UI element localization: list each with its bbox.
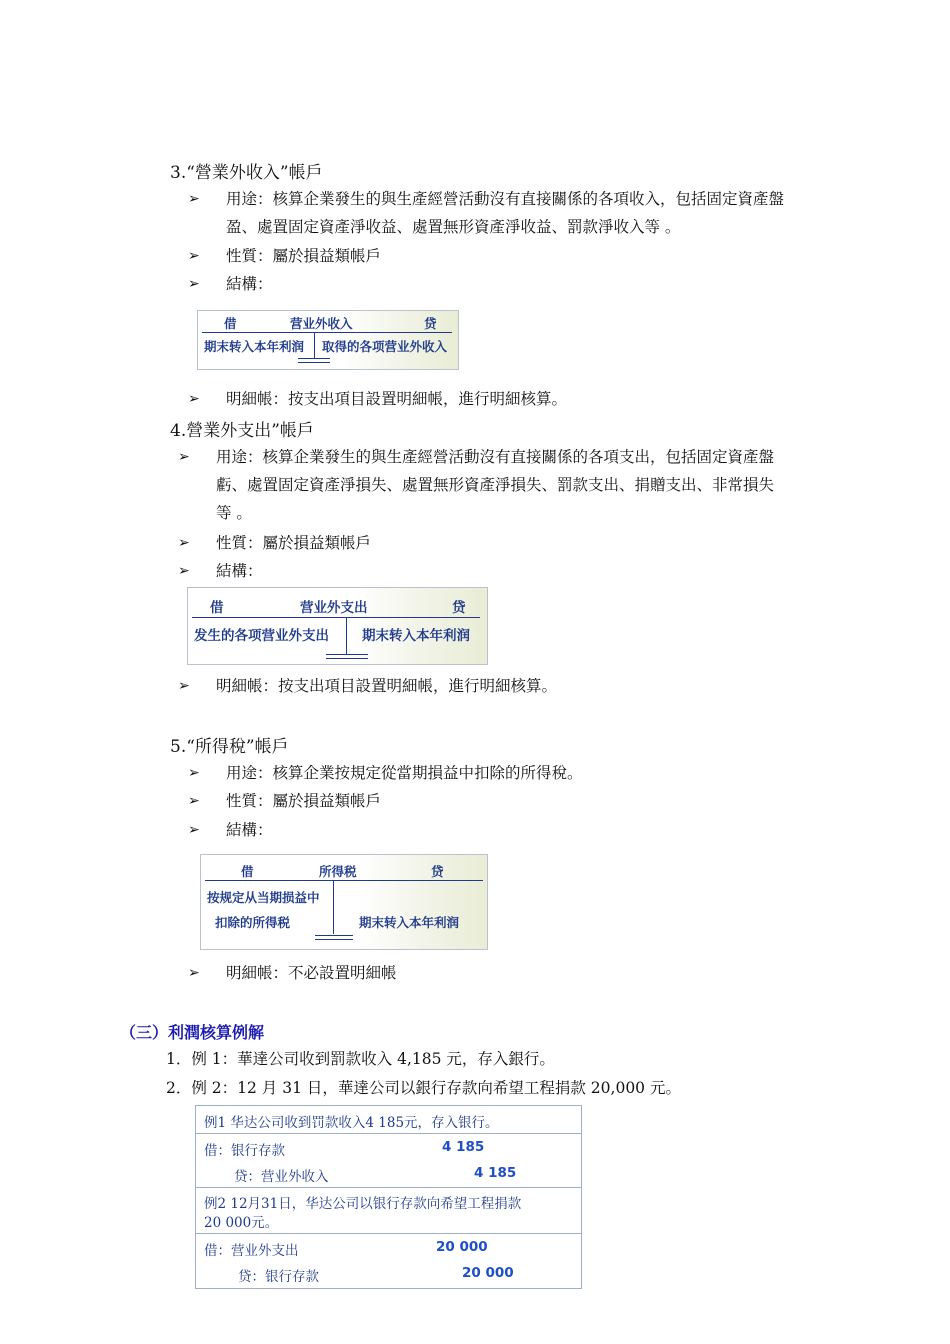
section-5-heading: 5.“所得稅”帳戶 (170, 737, 289, 757)
ex1-debit-label: 借：银行存款 (204, 1143, 285, 1159)
detail-text: 明細帳：按支出項目設置明細帳，進行明細核算。 (226, 390, 568, 408)
t-account-right-entry: 期末转入本年利润 (359, 915, 460, 930)
nature-text: 性質：屬於損益類帳戶 (216, 534, 372, 552)
t-account-right-entry: 取得的各项营业外收入 (322, 339, 448, 354)
ex2-title-line1: 例2 12月31日，华达公司以银行存款向希望工程捐款 (204, 1196, 522, 1212)
profit-section-title: （三）利潤核算例解 (120, 1023, 265, 1042)
t-account-top-line (202, 332, 452, 333)
arrow-bullet-icon: ➢ (178, 678, 190, 694)
usage-text-line2: 虧、處置固定資產淨損失、處置無形資產淨損失、罰款支出、捐贈支出、非常損失 (216, 476, 775, 494)
t-account-top-line (192, 617, 480, 618)
separator (196, 1233, 581, 1234)
separator (196, 1187, 581, 1188)
arrow-bullet-icon: ➢ (188, 822, 200, 838)
t-account-debit-label: 借 (210, 600, 224, 616)
t-account-left-entry: 期末转入本年利润 (204, 339, 305, 354)
arrow-bullet-icon: ➢ (178, 535, 190, 551)
structure-text: 結構： (226, 275, 273, 293)
structure-text: 結構： (216, 562, 263, 580)
t-account-debit-label: 借 (241, 864, 254, 879)
t-account-divider (333, 880, 334, 934)
detail-text: 明細帳：不必設置明細帳 (226, 964, 397, 982)
arrow-bullet-icon: ➢ (178, 563, 190, 579)
t-account-double-line (315, 939, 353, 940)
nature-text: 性質：屬於損益類帳戶 (226, 247, 382, 265)
usage-text-line3: 等 。 (216, 504, 252, 522)
usage-text-line2: 盈、處置固定資產淨收益、處置無形資產淨收益、罰款淨收入等 。 (226, 218, 681, 236)
separator (196, 1133, 581, 1134)
detail-text: 明細帳：按支出項目設置明細帳，進行明細核算。 (216, 677, 558, 695)
arrow-bullet-icon: ➢ (188, 276, 200, 292)
ex1-credit-amount: 4 185 (474, 1165, 517, 1181)
arrow-bullet-icon: ➢ (188, 765, 200, 781)
t-account-left-entry: 发生的各项营业外支出 (194, 628, 329, 644)
arrow-bullet-icon: ➢ (188, 965, 200, 981)
arrow-bullet-icon: ➢ (188, 793, 200, 809)
usage-text-line1: 用途：核算企業發生的與生產經營活動沒有直接關係的各項收入，包括固定資產盤 (226, 190, 785, 208)
t-account-title: 营业外收入 (290, 316, 353, 331)
ex1-title: 例1 华达公司收到罚款收入4 185元，存入银行。 (204, 1115, 499, 1131)
structure-text: 結構： (226, 821, 273, 839)
nature-text: 性質：屬於損益類帳戶 (226, 792, 382, 810)
t-account-double-line (315, 935, 353, 936)
example-2-line: 2．例 2：12 月 31 日，華達公司以銀行存款向希望工程捐款 20,000 元。 (166, 1079, 681, 1097)
t-account-double-line (326, 654, 368, 655)
section-3-heading: 3.“營業外收入”帳戶 (170, 163, 323, 183)
t-account-double-line (298, 358, 330, 359)
t-account-credit-label: 贷 (424, 316, 437, 331)
t-account-left-entry-line2: 扣除的所得税 (215, 915, 291, 930)
t-account-top-line (205, 880, 483, 881)
ex2-credit-label: 贷：银行存款 (238, 1269, 319, 1285)
t-account-title: 所得税 (319, 864, 357, 879)
t-account-nonoperating-expense (187, 587, 488, 665)
section-4-heading: 4.營業外支出”帳戶 (170, 421, 314, 441)
t-account-credit-label: 贷 (452, 600, 466, 616)
ex1-debit-amount: 4 185 (442, 1139, 485, 1155)
arrow-bullet-icon: ➢ (188, 191, 200, 207)
t-account-nonoperating-income (197, 310, 459, 370)
ex2-credit-amount: 20 000 (462, 1265, 514, 1281)
t-account-left-entry-line1: 按规定从当期损益中 (207, 890, 320, 905)
t-account-debit-label: 借 (224, 316, 237, 331)
t-account-double-line (326, 658, 368, 659)
t-account-divider (314, 332, 315, 358)
example-1-line: 1．例 1：華達公司收到罰款收入 4,185 元，存入銀行。 (166, 1050, 555, 1068)
arrow-bullet-icon: ➢ (178, 449, 190, 465)
usage-text-line1: 用途：核算企業發生的與生產經營活動沒有直接關係的各項支出，包括固定資產盤 (216, 448, 775, 466)
usage-text-line1: 用途：核算企業按規定從當期損益中扣除的所得稅。 (226, 764, 583, 782)
t-account-credit-label: 贷 (431, 864, 444, 879)
t-account-divider (346, 617, 347, 655)
t-account-income-tax (200, 854, 488, 950)
t-account-double-line (298, 362, 330, 363)
ex2-debit-amount: 20 000 (436, 1239, 488, 1255)
journal-entry-box (195, 1105, 582, 1289)
t-account-title: 营业外支出 (300, 600, 368, 616)
arrow-bullet-icon: ➢ (188, 391, 200, 407)
t-account-right-entry: 期末转入本年利润 (362, 628, 470, 644)
ex1-credit-label: 贷：营业外收入 (234, 1169, 329, 1185)
ex2-debit-label: 借：营业外支出 (204, 1243, 299, 1259)
arrow-bullet-icon: ➢ (188, 248, 200, 264)
ex2-title-line2: 20 000元。 (204, 1215, 279, 1231)
